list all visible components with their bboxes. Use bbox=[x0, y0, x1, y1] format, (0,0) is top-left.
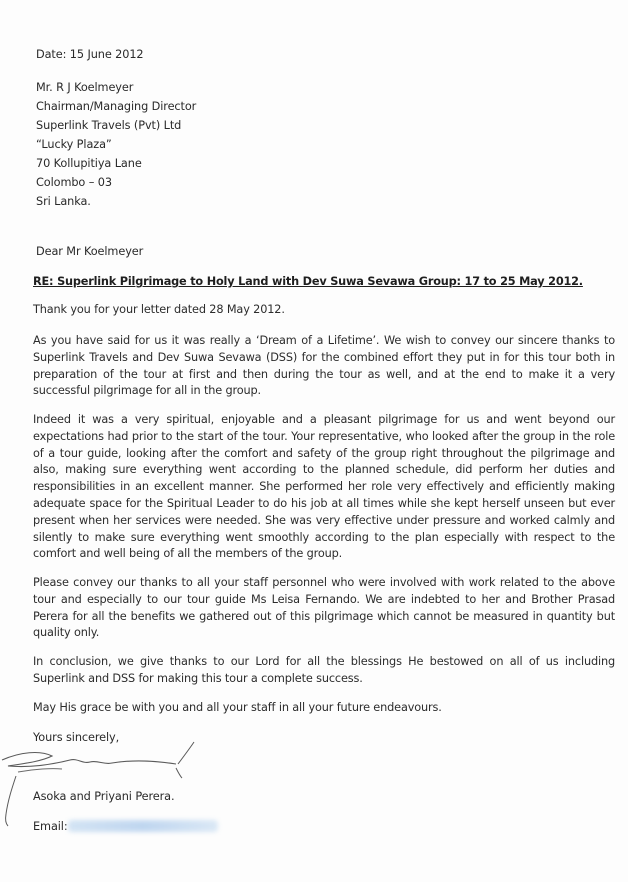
signatory-name: Asoka and Priyani Perera. bbox=[33, 790, 175, 803]
date-line: Date: 15 June 2012 bbox=[36, 48, 144, 61]
recipient-country: Sri Lanka. bbox=[36, 195, 91, 208]
redacted-email bbox=[68, 820, 218, 832]
recipient-company: Superlink Travels (Pvt) Ltd bbox=[36, 119, 182, 132]
paragraph-dream: As you have said for us it was really a ‘Dream of a Lifetime’. We wish to convey our sincere thanks to Superlink Travels and Dev Suwa Sevawa (DSS) for the combined effort they put in for this tour both in preparation of the tour at first and then during the tour as well, and at the end to make it a very successful pilgrimage for all in the group. bbox=[33, 334, 615, 398]
salutation: Dear Mr Koelmeyer bbox=[36, 245, 144, 258]
signature-image bbox=[0, 738, 220, 828]
recipient-building: “Lucky Plaza” bbox=[36, 138, 112, 151]
subject-line: RE: Superlink Pilgrimage to Holy Land with Dev Suwa Sevawa Group: 17 to 25 May 2012. bbox=[33, 275, 583, 288]
paragraph-staff: Please convey our thanks to all your staff personnel who were involved with work related to the above tour and especially to our tour guide Ms Leisa Fernando. We are indebted to her and Brother Prasad Perera for all the benefits we gathered out of this pilgrimage which cannot be measured in quantity but quality only. bbox=[33, 576, 615, 640]
paragraph-blessing: May His grace be with you and all your staff in all your future endeavours. bbox=[33, 701, 442, 714]
recipient-city: Colombo – 03 bbox=[36, 176, 112, 189]
paragraph-pilgrimage: Indeed it was a very spiritual, enjoyable and a pleasant pilgrimage for us and went beyond our expectations had prior to the start of the tour. Your representative, who looked after the group in the role of a tour guide, looking after the comfort and safety of the group right throughout the pilgrimage and also, making sure everything went according to the planned schedule, did perform her duties and responsibilities in an excellent manner. She performed her role very effectively and efficiently making adequate space for the Spiritual Leader to do his job at all times while she kept herself unseen but ever present when her services were needed. She was very effective under pressure and worked calmly and silently to make sure everything went smoothly according to the plan especially with respect to the comfort and well being of all the members of the group. bbox=[33, 413, 615, 561]
email-label: Email: bbox=[33, 820, 68, 833]
recipient-title: Chairman/Managing Director bbox=[36, 100, 197, 113]
paragraph-conclusion: In conclusion, we give thanks to our Lord for all the blessings He bestowed on all of us including Superlink and DSS for making this tour a complete success. bbox=[33, 655, 615, 685]
recipient-street: 70 Kollupitiya Lane bbox=[36, 157, 142, 170]
recipient-name: Mr. R J Koelmeyer bbox=[36, 81, 134, 94]
closing: Yours sincerely, bbox=[33, 731, 120, 744]
paragraph-thanks: Thank you for your letter dated 28 May 2012. bbox=[33, 303, 285, 316]
